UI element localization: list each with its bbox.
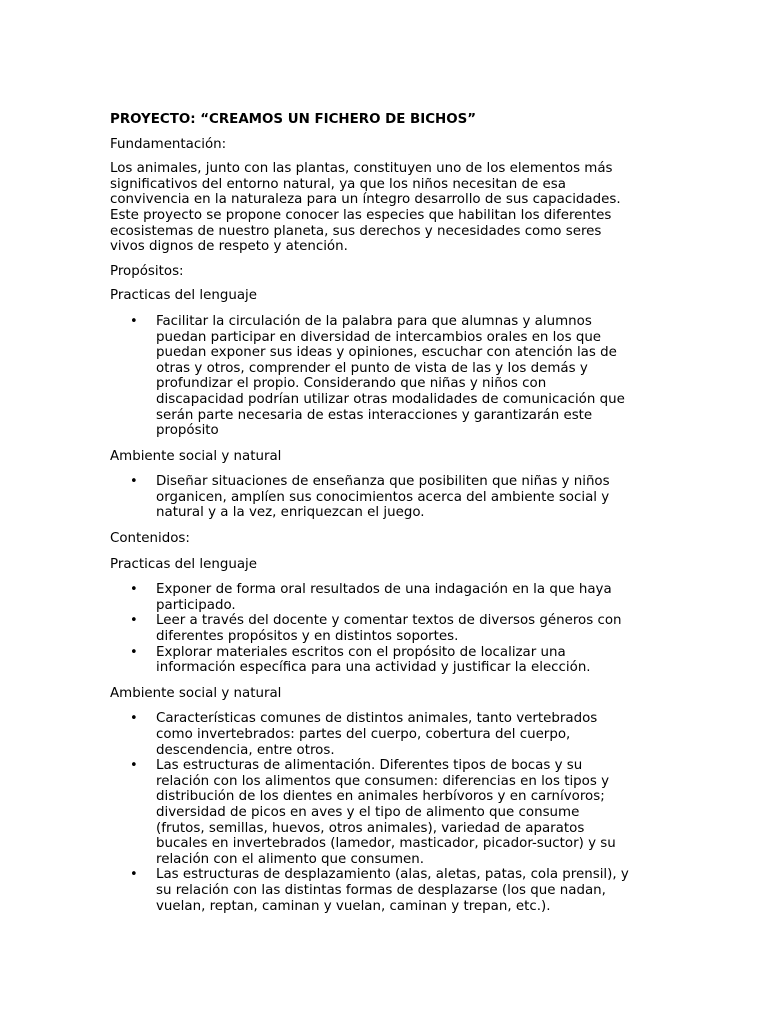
bullet-icon: •	[130, 867, 138, 883]
bullet-icon: •	[130, 758, 138, 774]
list-item-line: vuelan, reptan, caminan y vuelan, caminan y trepan, etc.).	[156, 898, 551, 914]
bullet-icon: •	[130, 582, 138, 598]
list-item-line: relación con los alimentos que consumen: diferencias en los tipos y	[156, 773, 610, 789]
paragraph-line: convivencia en la naturaleza para un íntegro desarrollo de sus capacidades.	[110, 192, 621, 208]
list-item-line: información específica para una actividad y justificar la elección.	[156, 660, 591, 676]
list-item-line: Características comunes de distintos animales, tanto vertebrados	[156, 711, 598, 727]
list-item-line: Diseñar situaciones de enseñanza que posibiliten que niñas y niños	[156, 474, 610, 490]
list-item-line: como invertebrados: partes del cuerpo, cobertura del cuerpo,	[156, 727, 571, 742]
list-item-line: puedan participar en diversidad de intercambios orales en los que	[156, 329, 602, 345]
document-body	[110, 112, 670, 924]
bullet-list	[110, 711, 670, 914]
paragraph-line: significativos del entorno natural, ya que los niños necesitan de esa	[110, 176, 566, 192]
fundamentacion-paragraph	[110, 161, 670, 255]
list-item	[110, 711, 670, 758]
list-item-line: su relación con las distintas formas de desplazarse (los que nadan,	[156, 882, 606, 898]
list-item	[110, 758, 670, 867]
list-item-line: organicen, amplíen sus conocimientos acerca del ambiente social y	[156, 489, 610, 505]
list-item-line: distribución de los dientes en animales herbívoros y en carnívoros;	[156, 789, 605, 805]
list-item-line: natural y a la vez, enriquezcan el juego.	[156, 505, 425, 521]
list-item-line: Facilitar la circulación de la palabra para que alumnas y alumnos	[156, 313, 592, 329]
list-item	[110, 645, 670, 676]
paragraph-line: Este proyecto se propone conocer las especies que habilitan los diferentes	[110, 207, 612, 223]
list-item-line: (frutos, semillas, huevos, otros animales), variedad de aparatos	[156, 820, 585, 836]
section-heading-practicas-lenguaje: Practicas del lenguaje	[110, 556, 257, 572]
list-item-line: Las estructuras de desplazamiento (alas, aletas, patas, cola prensil), y	[156, 867, 629, 883]
list-item-line: propósito	[156, 423, 219, 439]
list-item-line: discapacidad podrían utilizar otras modalidades de comunicación que	[156, 391, 625, 407]
list-item-line: diferentes propósitos y en distintos soportes.	[156, 629, 459, 645]
list-item-line: participado.	[156, 597, 236, 613]
list-item-line: relación con el alimento que consumen.	[156, 851, 425, 867]
paragraph-line: Los animales, junto con las plantas, constituyen uno de los elementos más	[110, 161, 613, 177]
list-item-line: serán parte necesaria de estas interacciones y garantizarán este	[156, 407, 593, 423]
paragraph-line: ecosistemas de nuestro planeta, sus derechos y necesidades como seres	[110, 223, 602, 239]
fundamentacion-heading: Fundamentación:	[110, 136, 227, 152]
list-item	[110, 582, 670, 613]
bullet-icon: •	[130, 711, 138, 727]
list-item-line: Explorar materiales escritos con el propósito de localizar una	[156, 644, 566, 660]
section-heading-practicas-lenguaje: Practicas del lenguaje	[110, 288, 257, 304]
propositos-heading: Propósitos:	[110, 263, 184, 279]
list-item-line: profundizar el propio. Considerando que niñas y niños con	[156, 376, 547, 392]
bullet-list	[110, 314, 670, 439]
bullet-icon: •	[130, 474, 138, 490]
bullet-icon: •	[130, 313, 138, 329]
section-heading-ambiente: Ambiente social y natural	[110, 448, 282, 464]
bullet-list	[110, 582, 670, 676]
document-title: PROYECTO: “CREAMOS UN FICHERO DE BICHOS”	[110, 112, 477, 127]
paragraph-line: vivos dignos de respeto y atención.	[110, 239, 348, 255]
list-item-line: Leer a través del docente y comentar textos de diversos géneros con	[156, 613, 622, 629]
bullet-icon: •	[130, 613, 138, 629]
list-item-line: Las estructuras de alimentación. Diferentes tipos de bocas y su	[156, 758, 583, 774]
list-item-line: Exponer de forma oral resultados de una indagación en la que haya	[156, 582, 612, 598]
list-item-line: puedan exponer sus ideas y opiniones, escuchar con atención las de	[156, 345, 617, 361]
list-item-line: otras y otros, comprender el punto de vista de las y los demás y	[156, 360, 588, 376]
list-item-line: bucales en invertebrados (lamedor, masticador, picador-suctor) y su	[156, 836, 616, 852]
bullet-icon: •	[130, 644, 138, 660]
bullet-list	[110, 474, 670, 521]
list-item	[110, 613, 670, 644]
list-item-line: diversidad de picos en aves y el tipo de alimento que consume	[156, 804, 580, 820]
list-item-line: descendencia, entre otros.	[156, 742, 335, 758]
list-item	[110, 314, 670, 439]
list-item	[110, 867, 670, 914]
contenidos-heading: Contenidos:	[110, 531, 190, 547]
list-item	[110, 474, 670, 521]
section-heading-ambiente: Ambiente social y natural	[110, 685, 282, 701]
